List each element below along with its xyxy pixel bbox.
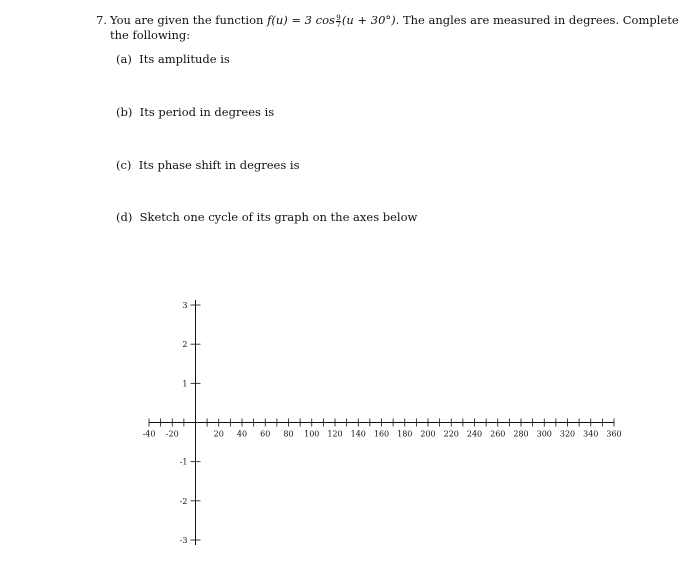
x-tick-label: 20 xyxy=(213,429,224,439)
function-rhs: (u + 30°). xyxy=(341,13,400,27)
x-tick-label: -20 xyxy=(165,429,179,439)
part-d-text: Sketch one cycle of its graph on the axes below xyxy=(139,210,418,224)
part-a-text: Its amplitude is xyxy=(139,52,230,66)
part-c-label: (c) xyxy=(116,158,132,172)
fraction-denominator: 7 xyxy=(336,20,341,29)
question-number: 7. xyxy=(96,13,107,27)
part-c-text: Its phase shift in degrees is xyxy=(138,158,300,172)
x-tick-label: 100 xyxy=(304,429,320,439)
function-lhs: f(u) = 3 cos xyxy=(267,13,335,27)
x-tick-label: 40 xyxy=(236,429,248,439)
x-tick-label: 260 xyxy=(490,429,506,439)
x-tick-label: 160 xyxy=(373,429,390,439)
fraction-numerator: 9 xyxy=(336,13,341,22)
x-tick-label: 80 xyxy=(283,429,294,439)
x-tick-label: 280 xyxy=(513,429,529,439)
x-tick-label: 320 xyxy=(559,429,576,439)
x-tick-label: 360 xyxy=(606,429,622,439)
x-tick-label: 120 xyxy=(327,429,343,439)
y-tick-label: 3 xyxy=(182,301,188,310)
x-tick-label: 220 xyxy=(443,429,459,439)
x-tick-label: 300 xyxy=(536,429,552,439)
x-tick-label: 180 xyxy=(397,429,413,439)
y-tick-label: -3 xyxy=(179,536,188,545)
stem-before: You are given the function xyxy=(110,13,268,27)
stem-line-2: the following: xyxy=(110,28,191,42)
x-tick-label: -40 xyxy=(142,429,156,439)
y-tick-label: -2 xyxy=(179,496,188,506)
part-b-text: Its period in degrees is xyxy=(139,105,275,119)
part-b-label: (b) xyxy=(116,105,133,119)
part-a-label: (a) xyxy=(116,52,132,66)
part-d-label: (d) xyxy=(116,210,133,224)
x-tick-label: 140 xyxy=(350,429,366,439)
x-tick-label: 60 xyxy=(260,429,271,439)
x-tick-label: 240 xyxy=(466,429,483,439)
stem-after: The angles are measured in degrees. Complete xyxy=(399,13,679,27)
y-tick-label: -1 xyxy=(179,457,188,467)
x-tick-label: 340 xyxy=(583,429,599,439)
y-tick-label: 1 xyxy=(182,379,188,389)
y-tick-label: 2 xyxy=(182,340,188,350)
x-tick-label: 200 xyxy=(420,429,436,439)
